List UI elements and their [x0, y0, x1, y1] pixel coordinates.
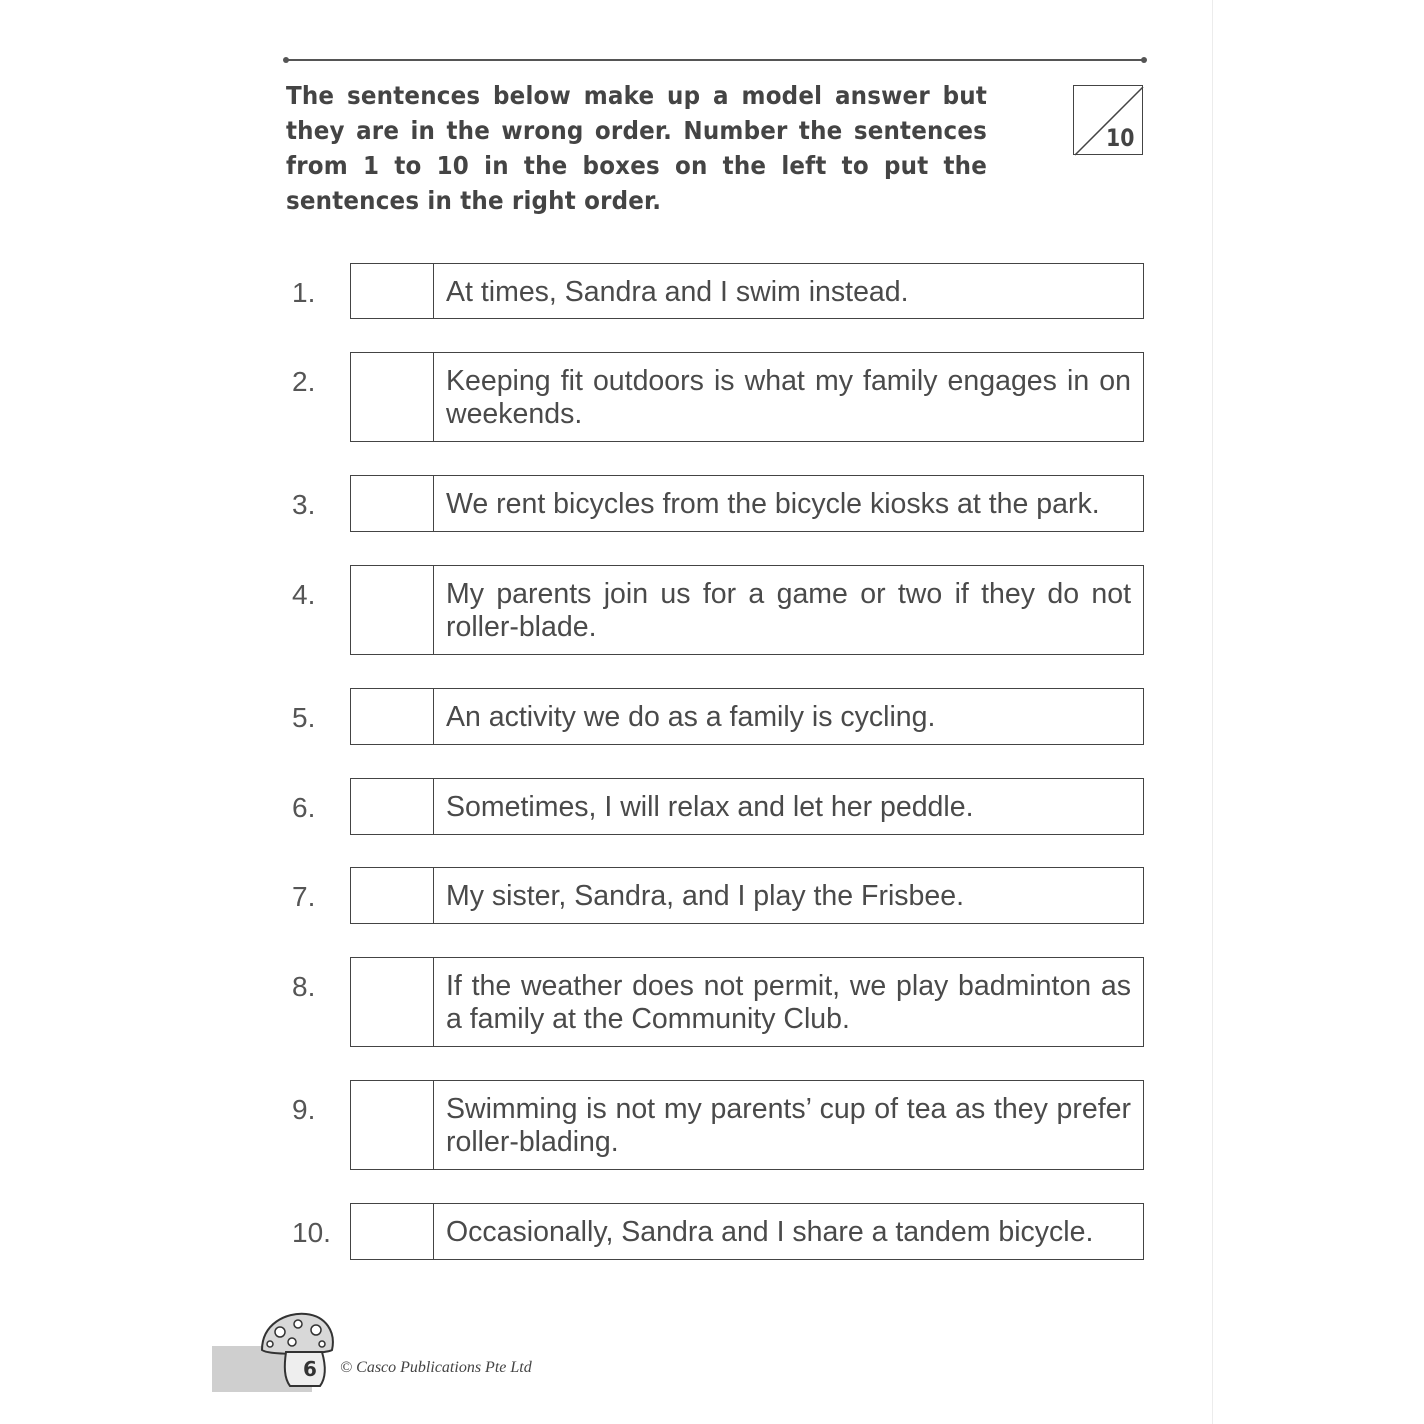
item-box: [350, 688, 1144, 745]
item-number: 2.: [292, 366, 316, 397]
item-number: 9.: [292, 1094, 316, 1125]
item-box: [350, 565, 1144, 655]
answer-box[interactable]: [351, 868, 434, 923]
answer-box[interactable]: [351, 353, 434, 441]
sentence-text: Keeping fit outdoors is what my family engages in on weekends.: [446, 365, 1131, 430]
mushroom-icon: [256, 1310, 336, 1390]
score-total: 10: [1105, 124, 1134, 152]
answer-box[interactable]: [351, 264, 434, 318]
answer-box[interactable]: [351, 566, 434, 654]
page-edge: [1212, 0, 1213, 1424]
question-item: [292, 263, 1144, 319]
question-item: [292, 867, 1144, 924]
item-box: [350, 778, 1144, 835]
sentence-text: At times, Sandra and I swim instead.: [446, 276, 909, 308]
answer-box[interactable]: [351, 689, 434, 744]
question-item: [292, 778, 1144, 835]
item-number: 10.: [292, 1217, 331, 1248]
item-number: 8.: [292, 971, 316, 1002]
question-item: [292, 565, 1144, 655]
page-number: 6: [303, 1357, 317, 1381]
item-box: [350, 352, 1144, 442]
question-item: [292, 688, 1144, 745]
question-item: [292, 1203, 1144, 1260]
item-box: [350, 475, 1144, 532]
answer-box[interactable]: [351, 779, 434, 834]
question-item: [292, 1080, 1144, 1170]
sentence-text: My sister, Sandra, and I play the Frisbee.: [446, 880, 964, 912]
item-number: 7.: [292, 881, 316, 912]
answer-box[interactable]: [351, 958, 434, 1046]
item-box: [350, 1203, 1144, 1260]
question-item: [292, 475, 1144, 532]
sentence-text: Sometimes, I will relax and let her peddle.: [446, 791, 974, 823]
sentence-text: Occasionally, Sandra and I share a tandem bicycle.: [446, 1216, 1094, 1248]
score-box: [1073, 85, 1143, 155]
answer-box[interactable]: [351, 1081, 434, 1169]
instructions: The sentences below make up a model answer but they are in the wrong order. Number the sentences from 1 to 10 in the boxes on the left to put the sentences in the right order.: [286, 81, 988, 215]
sentence-text: Swimming is not my parents’ cup of tea as they prefer roller-blading.: [446, 1093, 1131, 1158]
answer-box[interactable]: [351, 476, 434, 531]
item-number: 6.: [292, 792, 316, 823]
top-rule: [286, 59, 1144, 61]
sentence-text: We rent bicycles from the bicycle kiosks at the park.: [446, 488, 1100, 520]
item-box: [350, 263, 1144, 319]
question-item: [292, 352, 1144, 442]
item-box: [350, 957, 1144, 1047]
item-number: 1.: [292, 277, 316, 308]
answer-box[interactable]: [351, 1204, 434, 1259]
sentence-text: If the weather does not permit, we play badminton as a family at the Community Club.: [446, 970, 1131, 1035]
sentence-text: My parents join us for a game or two if they do not roller-blade.: [446, 578, 1131, 643]
sentence-text: An activity we do as a family is cycling.: [446, 701, 936, 733]
item-number: 5.: [292, 702, 316, 733]
copyright-text: © Casco Publications Pte Ltd: [340, 1359, 532, 1376]
item-number: 3.: [292, 489, 316, 520]
question-item: [292, 957, 1144, 1047]
item-number: 4.: [292, 579, 316, 610]
item-box: [350, 867, 1144, 924]
item-box: [350, 1080, 1144, 1170]
footer: [212, 1310, 612, 1390]
